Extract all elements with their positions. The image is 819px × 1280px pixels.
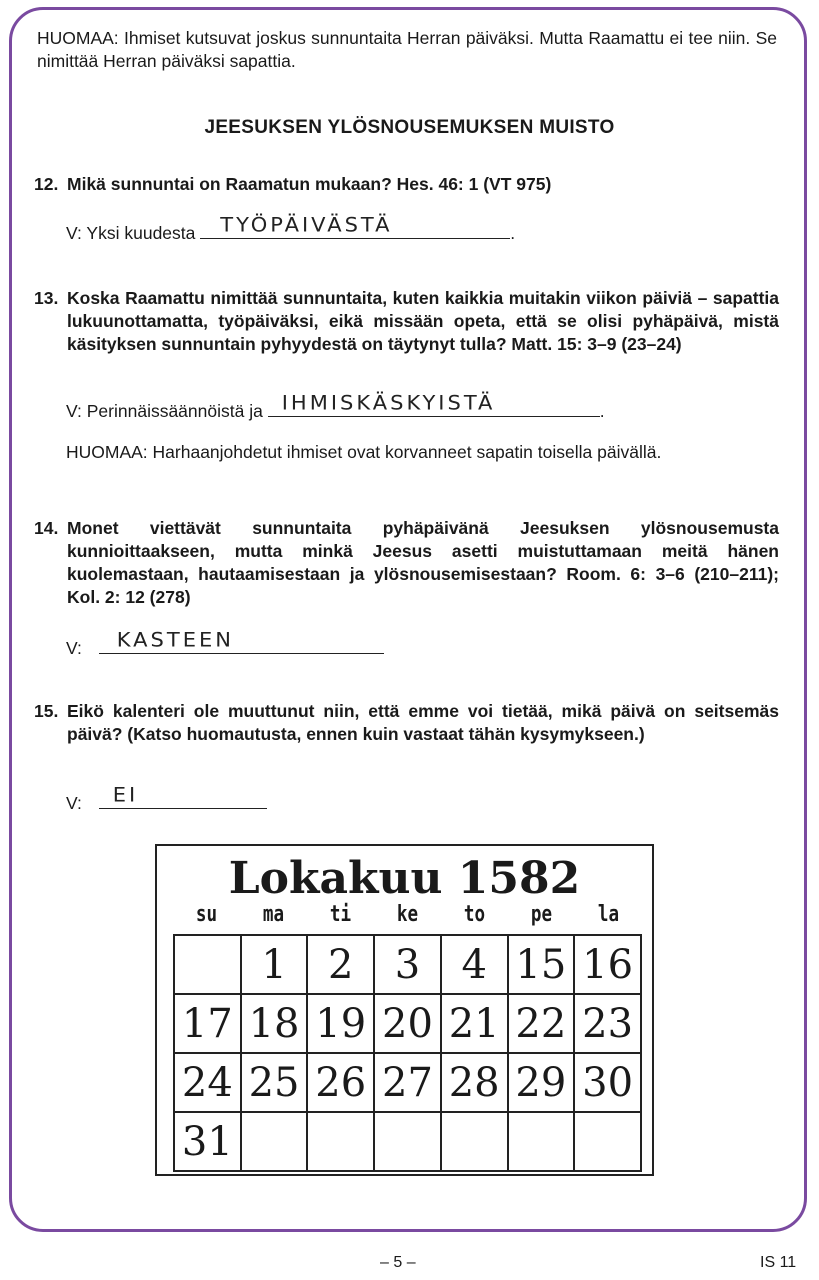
calendar-grid — [173, 934, 642, 1172]
answer-15 — [66, 783, 267, 815]
answer-suffix: . — [510, 223, 516, 243]
question-12 — [34, 173, 779, 196]
handwritten-answer: IHMISKÄSKYISTÄ — [281, 391, 496, 415]
calendar-day: 30 — [574, 1053, 641, 1112]
calendar-day: 16 — [574, 935, 641, 994]
calendar-day: 17 — [174, 994, 241, 1053]
weekday-label: ma — [262, 902, 285, 927]
question-14 — [34, 517, 779, 609]
weekday-label: ti — [329, 902, 352, 927]
answer-14 — [66, 628, 384, 660]
calendar-day: 25 — [241, 1053, 308, 1112]
calendar-day: 21 — [441, 994, 508, 1053]
calendar-day: 15 — [508, 935, 575, 994]
answer-field[interactable] — [99, 783, 267, 809]
page-number: – 5 – — [380, 1254, 416, 1271]
calendar-week — [174, 1112, 641, 1171]
calendar-day — [307, 1112, 374, 1171]
weekday-label: ke — [396, 902, 419, 927]
calendar-day: 26 — [307, 1053, 374, 1112]
calendar-day: 20 — [374, 994, 441, 1053]
question-text: Mikä sunnuntai on Raamatun mukaan? Hes. 46: 1 (VT 975) — [67, 174, 552, 194]
calendar-day — [441, 1112, 508, 1171]
calendar — [155, 844, 654, 1176]
question-15 — [34, 700, 779, 746]
answer-prefix: V: Perinnäissäännöistä ja — [66, 401, 263, 421]
weekday-label: to — [463, 902, 486, 927]
weekday-label: la — [597, 902, 620, 927]
handwritten-answer: KASTEEN — [116, 628, 234, 652]
answer-12 — [66, 213, 516, 245]
calendar-day: 23 — [574, 994, 641, 1053]
calendar-day — [241, 1112, 308, 1171]
answer-prefix: V: Yksi kuudesta — [66, 223, 196, 243]
answer-prefix: V: — [66, 793, 82, 813]
answer-field[interactable] — [99, 628, 384, 654]
calendar-day — [508, 1112, 575, 1171]
calendar-day: 1 — [241, 935, 308, 994]
question-number: 15. — [34, 701, 59, 721]
question-text: Eikö kalenteri ole muuttunut niin, että emme voi tietää, mikä päivä on seitsemäs päivä? (Katso huomautusta, ennen kuin vastaat tähän kysymykseen.) — [67, 701, 779, 744]
weekday-label: su — [195, 902, 218, 927]
question-number: 14. — [34, 518, 59, 538]
calendar-week — [174, 935, 641, 994]
handwritten-answer: EI — [112, 783, 139, 807]
calendar-day: 2 — [307, 935, 374, 994]
calendar-weekdays — [173, 902, 642, 928]
calendar-day: 18 — [241, 994, 308, 1053]
answer-prefix: V: — [66, 638, 82, 658]
answer-13 — [66, 391, 605, 423]
calendar-week — [174, 1053, 641, 1112]
middle-note: HUOMAA: Harhaanjohdetut ihmiset ovat korvanneet sapatin toisella päivällä. — [66, 442, 662, 462]
calendar-day: 19 — [307, 994, 374, 1053]
calendar-day — [174, 935, 241, 994]
weekday-label: pe — [530, 902, 553, 927]
answer-field[interactable] — [200, 213, 510, 239]
top-note: HUOMAA: Ihmiset kutsuvat joskus sunnuntaita Herran päiväksi. Mutta Raamattu ei tee niin. Se nimittää Herran päiväksi sapattia. — [37, 28, 777, 71]
question-text: Monet viettävät sunnuntaita pyhäpäivänä Jeesuksen ylösnousemusta kunnioittaakseen, mutta minkä Jeesus asetti muistuttamaan meitä hänen kuolemastaan, hautaamisestaan ja ylösnousemisestaan? Room. 6: 3–6 (210–211); Kol. 2: 12 (278) — [67, 518, 779, 607]
calendar-day: 24 — [174, 1053, 241, 1112]
answer-suffix: . — [599, 401, 605, 421]
calendar-day: 3 — [374, 935, 441, 994]
question-number: 12. — [34, 174, 59, 194]
calendar-day — [374, 1112, 441, 1171]
calendar-week — [174, 994, 641, 1053]
calendar-day: 27 — [374, 1053, 441, 1112]
question-13 — [34, 287, 779, 356]
document-code: IS 11 — [760, 1254, 797, 1271]
calendar-day: 31 — [174, 1112, 241, 1171]
calendar-title: Lokakuu 1582 — [228, 853, 581, 904]
calendar-day: 22 — [508, 994, 575, 1053]
question-text: Koska Raamattu nimittää sunnuntaita, kuten kaikkia muitakin viikon päiviä – sapattia lukuunottamatta, työpäiväksi, eikä missään opeta, että se olisi pyhäpäivä, mistä käsityksen sunnuntain pyhyydestä on täytynyt tulla? Matt. 15: 3–9 (23–24) — [67, 288, 779, 354]
question-number: 13. — [34, 288, 59, 308]
answer-field[interactable] — [268, 391, 600, 417]
handwritten-answer: TYÖPÄIVÄSTÄ — [220, 213, 393, 237]
calendar-day — [574, 1112, 641, 1171]
calendar-day: 29 — [508, 1053, 575, 1112]
calendar-day: 4 — [441, 935, 508, 994]
calendar-day: 28 — [441, 1053, 508, 1112]
section-title: JEESUKSEN YLÖSNOUSEMUKSEN MUISTO — [204, 117, 615, 138]
